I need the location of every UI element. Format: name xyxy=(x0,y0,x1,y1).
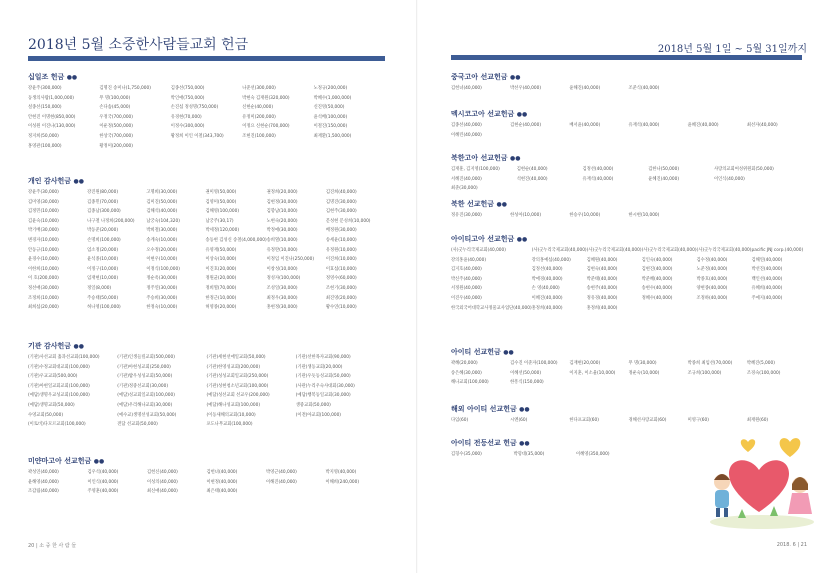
section-heading: 아이티 전등선교 헌금 ●● xyxy=(451,439,530,447)
page-title: 2018년 5월 소중한사람들교회 헌금 xyxy=(28,37,249,53)
donor-entry: 곽성연(40,000) xyxy=(28,470,59,475)
donor-entry: 홍정희(40,000) xyxy=(531,305,563,311)
donor-entry: 김해연(40,000) xyxy=(751,257,783,263)
donor-entry: (기관)아현일교회교회(100,000) xyxy=(28,383,90,389)
donor-entry: 양현종(40,000) xyxy=(696,286,728,292)
donor-entry: (사)굿누리국제교회(40,000) xyxy=(586,248,642,253)
donor-entry: 김수정(40,000) xyxy=(696,257,728,263)
donor-entry: 김정민(10,000) xyxy=(28,209,59,215)
donor-entry: (사)굿누리국제교회(40,000) xyxy=(451,248,506,253)
donor-entry: 우정국(700,000) xyxy=(99,114,133,120)
donor-entry: 노정규(200,000) xyxy=(313,86,348,91)
donor-entry: 이진우(40,000) xyxy=(451,295,482,301)
donor-entry: (기관)우듯동성교회(50,000) xyxy=(295,374,351,380)
section-heading: 미얀마고아 선교헌금 ●● xyxy=(28,457,105,465)
section-haiti-light xyxy=(451,438,701,460)
donor-entry: 정희열(70,000) xyxy=(205,285,237,291)
donor-entry: 조현기(30,000) xyxy=(325,285,357,291)
donor-entry: (기관)우교교회(500,000) xyxy=(28,374,78,380)
donor-entry: 김종남(300,000) xyxy=(87,209,121,215)
donor-entry: 정운숙(10,000) xyxy=(628,370,660,376)
donor-entry: 김인숙(40,000) xyxy=(641,257,673,263)
donor-entry: 유정원(10,000) xyxy=(325,247,357,253)
donor-entry: 조갑림(40,000) xyxy=(28,489,59,495)
donor-entry: 최진영(20,000) xyxy=(325,295,357,301)
section-heading: 아이티 선교헌금 ●● xyxy=(451,348,514,356)
offering-grid xyxy=(28,84,385,151)
donor-entry: 김정선(40,000) xyxy=(582,167,614,172)
page-footer: 20 | 소 중 한 사 람 들 xyxy=(28,543,77,549)
donor-entry: 김헌신(40,000) xyxy=(147,470,178,475)
donor-entry: 윤해진(40,000) xyxy=(569,86,601,91)
donor-entry: 정순옥(30,000) xyxy=(146,276,178,282)
donor-entry: 남궁주(30,17) xyxy=(205,218,234,224)
donor-entry: 노준정(40,000) xyxy=(696,267,728,273)
donor-entry: 사랑의교회여성위원회(50,000) xyxy=(713,167,774,172)
title-rule xyxy=(451,55,802,60)
donor-entry: 김재현(20,000) xyxy=(569,361,601,366)
donor-entry: 정혜수(40,000) xyxy=(641,295,673,301)
offering-grid xyxy=(451,359,806,388)
donor-entry: 정지희(50,000) xyxy=(28,133,59,139)
donor-entry: 유정란(10,000) xyxy=(266,247,298,253)
donor-entry: 최재환(1,500,000) xyxy=(313,133,352,139)
donor-entry: 김진희(40,000) xyxy=(325,190,357,195)
section-heading: 아이티고아 선교헌금 ●● xyxy=(451,235,528,243)
donor-entry: 김현숙(40,000) xyxy=(586,267,618,273)
donor-entry: 김영미(50,000) xyxy=(205,199,237,205)
donor-entry: 오수정(20,000) xyxy=(146,247,178,253)
donor-entry: 변경자(10,000) xyxy=(28,237,59,243)
donor-entry: pacific JNJ corp.(40,000) xyxy=(751,248,804,253)
left-page xyxy=(0,0,417,573)
offering-grid xyxy=(451,211,806,221)
donor-entry: 이상숙(10,000) xyxy=(205,257,237,263)
donor-entry: 박동준(20,000) xyxy=(87,228,118,234)
donor-entry: 노현숙(20,000) xyxy=(266,218,298,224)
donor-entry: 한상국(700,000) xyxy=(99,133,133,139)
donor-entry: 박기배(30,000) xyxy=(28,228,59,234)
donor-entry: 김우석(40,000) xyxy=(87,470,119,475)
donor-entry: 조현진(100,000) xyxy=(242,133,276,139)
donor-entry: 허나영(100,000) xyxy=(87,305,121,311)
section-tithe xyxy=(28,72,385,151)
donor-entry: 한다프교회(60) xyxy=(569,418,599,423)
donor-entry: (기관)인생들릴교회(500,000) xyxy=(117,355,175,360)
donor-entry: 박선진(40,000) xyxy=(751,267,783,273)
donor-entry: 이현정(40,000) xyxy=(206,479,238,485)
donor-entry: (기관)생동교회(20,000) xyxy=(295,364,343,370)
donor-entry: 나준선(300,000) xyxy=(242,86,276,91)
section-nk-orphan xyxy=(451,153,806,194)
donor-entry: 경해선사랑교회(60) xyxy=(628,418,667,423)
donor-entry: 송현수(40,000) xyxy=(641,286,673,292)
donor-entry: 박인애(750,000) xyxy=(170,95,205,101)
title-rule xyxy=(28,56,385,61)
donor-entry: 한성아(10,000) xyxy=(510,213,541,218)
donor-entry: 황정미(200,000) xyxy=(99,143,133,149)
donor-entry: 한흥식(150,000) xyxy=(510,380,544,386)
section-heading: 북한고아 선교헌금 ●● xyxy=(451,154,521,162)
donor-entry: (사)굿누리국제교회(40,000) xyxy=(641,248,697,253)
donor-entry: (기관)성현청소년교회(100,000) xyxy=(206,383,269,389)
donor-entry: 이해진(40,000) xyxy=(266,479,297,485)
donor-entry: 백인선(40,000) xyxy=(751,276,783,282)
offering-grid xyxy=(451,165,806,194)
donor-entry: 송계숙(10,000) xyxy=(146,237,178,243)
donor-entry: 김헌녀(40,000) xyxy=(451,86,482,91)
donor-entry: 윤경수(10,000) xyxy=(28,257,59,263)
donor-entry: 배서윤(40,000) xyxy=(569,123,601,128)
donor-entry: 이정임 이진나(250,000) xyxy=(266,257,315,263)
donor-entry: 김현진(40,000) xyxy=(641,267,673,273)
donor-entry: 송현주(40,000) xyxy=(586,286,618,292)
section-personal-thanks xyxy=(28,176,385,313)
offering-grid xyxy=(451,450,701,460)
donor-entry: 김해석(40,000) xyxy=(146,209,178,215)
donor-entry: (이전)아교회(100,000) xyxy=(295,412,341,418)
donor-entry: 정유경(40,000) xyxy=(586,295,618,301)
donor-entry: 김지호(40,000) xyxy=(451,267,482,273)
donor-entry: 주영훈(40,000) xyxy=(87,489,119,495)
donor-entry: (사)굿누리국제교회(40,000) xyxy=(696,248,752,253)
donor-entry: 임재현(10,000) xyxy=(87,276,118,282)
donor-entry: 김종민(70,000) xyxy=(87,199,118,205)
donor-entry: 정원균(20,000) xyxy=(205,276,237,282)
donor-entry: 유정미(200,000) xyxy=(242,114,276,120)
donor-entry: 김수진 이준자(100,000) xyxy=(510,361,558,366)
donor-entry: 이정요 신현순(700,000) xyxy=(242,124,290,130)
donor-entry: 손다솜(45,000) xyxy=(99,105,131,111)
donor-entry: 송세윤(10,000) xyxy=(325,237,357,243)
donor-entry: 조정희(10,000) xyxy=(28,295,59,301)
donor-entry: (예담)생명교회(50,000) xyxy=(28,402,75,408)
donor-entry: 주승태(50,000) xyxy=(87,295,118,301)
donor-entry: 고명희(30,000) xyxy=(146,190,178,195)
donor-entry: (예담)생명우교성교회(100,000) xyxy=(28,393,90,399)
donor-entry: 윤해영(40,000) xyxy=(28,479,59,485)
donor-entry: 한국외국어대학교사정물교사업단(40,000) xyxy=(451,305,532,311)
donor-entry: 김형수(35,000) xyxy=(451,452,482,457)
donor-entry: 홍정희(40,000) xyxy=(586,305,618,311)
donor-entry: 김한나(50,000) xyxy=(648,167,680,172)
donor-entry: 강진원(80,000) xyxy=(87,190,118,195)
donor-entry: 박희철(30,000) xyxy=(146,228,178,234)
donor-entry: 최준(30,000) xyxy=(451,186,478,192)
donor-entry: (기관)한영성교회(200,000) xyxy=(206,364,261,370)
donor-entry: 수영교회(50,000) xyxy=(28,412,63,418)
heart-illustration xyxy=(702,430,817,530)
donor-entry: 이진희(10,000) xyxy=(325,257,357,263)
section-heading: 해외 아이티 선교헌금 ●● xyxy=(451,405,530,413)
donor-entry: (기관)아현성교회(250,000) xyxy=(117,364,171,370)
offering-grid xyxy=(28,468,385,497)
donor-entry: 김재훈, 김지영(100,000) xyxy=(451,167,500,172)
donor-entry: 박종희 최임선(70,000) xyxy=(687,361,733,366)
donor-entry: 이지훈, 이소율(10,000) xyxy=(569,370,616,376)
donor-entry: (예담)성교회일교회(100,000) xyxy=(117,393,175,399)
donor-entry: 박선우(40,000) xyxy=(510,86,541,91)
donor-entry: 정유진(30,000) xyxy=(451,213,482,218)
donor-entry: 한정숙(10,000) xyxy=(146,305,178,311)
right-page xyxy=(418,0,835,573)
donor-entry: 손 영(40,000) xyxy=(531,286,560,292)
donor-entry: 권미영(50,000) xyxy=(205,190,237,195)
donor-entry: 유재석(40,000) xyxy=(628,123,660,128)
donor-entry: 유혜희(40,000) xyxy=(751,286,783,292)
offering-grid xyxy=(451,121,806,140)
donor-entry: 최희섭(20,000) xyxy=(28,305,59,311)
donor-entry: 허영종(20,000) xyxy=(205,305,237,311)
donor-entry: 서정원(40,000) xyxy=(451,286,482,292)
donor-entry: 권정희(20,000) xyxy=(266,190,298,195)
donor-entry: 최정우(30,000) xyxy=(266,295,298,301)
donor-entry: 박애경(40,000) xyxy=(531,276,563,282)
donor-entry: 이효섭(10,000) xyxy=(325,266,357,272)
donor-entry: 이진호(20,000) xyxy=(205,266,237,272)
donor-entry: (예담)행복동일교회(30,000) xyxy=(295,393,351,399)
donor-entry: 박혜진(5,000) xyxy=(746,361,775,366)
donor-entry: (예담)해나성교회(100,000) xyxy=(206,402,261,408)
donor-entry: 이성원 이진나(130,000) xyxy=(28,124,76,130)
donor-entry: (기관)사선교회 흙과선교회(100,000) xyxy=(28,355,100,360)
donor-entry: 강윤주(30,000) xyxy=(28,190,59,195)
section-heading: 북한 선교헌금 ●● xyxy=(451,200,507,208)
section-heading: 십일조 헌금 ●● xyxy=(28,73,78,81)
offering-grid xyxy=(451,84,806,94)
donor-entry: 강의홍윤(40,000) xyxy=(451,257,486,263)
section-mexico xyxy=(451,109,806,140)
donor-entry: 박정애(30,000) xyxy=(266,228,298,234)
donor-entry: 남궁숙(104,320) xyxy=(146,218,180,224)
offering-grid xyxy=(28,188,385,313)
donor-entry: 이한희(10,000) xyxy=(28,266,59,272)
donor-entry: 주승희(30,000) xyxy=(146,295,178,301)
donor-entry: (기관)밥우성성교회(50,000) xyxy=(117,374,173,380)
donor-entry: 주예지(40,000) xyxy=(751,295,783,301)
donor-entry: 김윤숙(10,000) xyxy=(28,218,59,224)
donor-entry: 홍영관(100,000) xyxy=(28,143,62,149)
donor-entry: 한승우(10,000) xyxy=(569,213,601,218)
donor-entry: 김정선(40,000) xyxy=(531,267,563,273)
donor-entry: 한정근(10,000) xyxy=(205,295,237,301)
donor-entry: 무 명(30,000) xyxy=(628,361,657,366)
donor-entry: 이현우(10,000) xyxy=(146,257,178,263)
donor-entry: 이성의(40,000) xyxy=(147,479,178,485)
donor-entry: 이혜선(50,000) xyxy=(510,370,541,376)
donor-entry: 조준식(40,000) xyxy=(628,86,660,91)
donor-entry: 박혜수(1,000,000) xyxy=(313,95,352,101)
donor-entry: 김헌녀(40,000) xyxy=(206,470,238,475)
donor-entry: (기관)세현선애일교회(50,000) xyxy=(206,355,266,360)
donor-entry: 한시현(10,000) xyxy=(628,213,660,218)
donor-entry: 나구철 나정희(200,000) xyxy=(87,218,135,224)
donor-entry: 동생의사람(1,000,000) xyxy=(28,95,74,101)
donor-entry: 조성일(30,000) xyxy=(266,285,298,291)
donor-entry: (기관)정중선교회(30,000) xyxy=(117,383,169,389)
donor-entry: 박신주(40,000) xyxy=(451,276,482,282)
section-haiti xyxy=(451,347,806,388)
donor-entry: 이철진(150,000) xyxy=(313,124,348,130)
offering-grid xyxy=(451,246,806,313)
donor-entry: 송은혜(30,000) xyxy=(451,370,482,376)
donor-entry: 김명진(30,000) xyxy=(325,199,357,205)
section-myanmar xyxy=(28,456,385,497)
donor-entry: 윤혜진(40,000) xyxy=(648,176,680,182)
donor-entry: 유경현(70,000) xyxy=(170,114,202,120)
section-heading: 기관 감사헌금 ●● xyxy=(28,342,84,350)
donor-entry: 이정수(300,000) xyxy=(170,124,205,130)
section-heading: 개인 감사헌금 ●● xyxy=(28,177,84,185)
donor-entry: 손진섭 정성명(750,000) xyxy=(170,105,219,111)
donor-entry: (예담)성선교회 선교우(200,000) xyxy=(206,393,270,399)
donor-entry: 황정희 이인 이철(343,700) xyxy=(170,133,224,139)
section-org-thanks xyxy=(28,341,385,430)
donor-entry: 조정하(40,000) xyxy=(696,295,728,301)
donor-entry: 이운정(500,000) xyxy=(99,124,133,130)
donor-entry: 김해영(100,000) xyxy=(205,209,240,215)
donor-entry: 강의홍예섭(40,000) xyxy=(531,257,571,263)
donor-entry: 신진영(50,000) xyxy=(313,105,345,111)
donor-entry: 엄소정(20,000) xyxy=(87,247,118,253)
donor-entry: 유재석(40,000) xyxy=(582,176,614,182)
donor-entry: 정선애(30,000) xyxy=(28,285,59,291)
donor-entry: 손명희(100,000) xyxy=(87,237,121,243)
donor-entry: 전담 선교회(50,000) xyxy=(117,422,158,428)
donor-entry: 정주연(30,000) xyxy=(146,285,178,291)
donor-entry: 박준태(40,000) xyxy=(586,276,618,282)
donor-entry: 김향남(10,000) xyxy=(266,209,298,215)
donor-entry: 다임(60) xyxy=(451,418,469,423)
donor-entry: 조규희(100,000) xyxy=(687,370,722,376)
section-overseas-haiti xyxy=(451,404,806,426)
donor-entry: 최재원(60) xyxy=(746,418,769,423)
donor-entry: 김종선(750,000) xyxy=(170,86,205,91)
donor-entry: 신현순(40,000) xyxy=(242,105,274,111)
donor-entry: 이혜진(40,000) xyxy=(531,295,563,301)
donor-entry: 이 호(200,000) xyxy=(28,276,59,282)
section-heading: 멕시코고아 선교헌금 ●● xyxy=(451,110,528,118)
donor-entry: 이창성(10,000) xyxy=(266,266,298,272)
donor-entry: 박지영(40,000) xyxy=(325,470,357,475)
donor-entry: 곽혜(20,000) xyxy=(451,361,478,366)
donor-entry: 강윤주(300,000) xyxy=(28,86,62,91)
donor-entry: 윤석종(10,000) xyxy=(87,257,118,263)
donor-entry: 박종호(40,000) xyxy=(696,276,728,282)
donor-entry: 김명진 송미나(1,750,000) xyxy=(99,86,151,91)
donor-entry: 이혜린(40,000) xyxy=(451,132,482,138)
donor-entry: 포도나무교회(100,000) xyxy=(206,422,253,428)
donor-entry: (이동새해의교회(10,000) xyxy=(206,412,256,418)
donor-entry: (기관)선한목자교회(90,000) xyxy=(295,355,351,360)
section-nk xyxy=(451,199,806,221)
donor-entry: 해나교회(100,000) xyxy=(451,380,489,386)
donor-entry: 설종선(150,000) xyxy=(28,105,62,111)
donor-entry: 배정원(30,000) xyxy=(325,228,357,234)
donor-entry: 시엔(60) xyxy=(510,418,528,423)
donor-entry: 무 명(100,000) xyxy=(99,95,131,101)
donor-entry: 김현주(30,000) xyxy=(325,209,357,215)
donor-entry: 김현정(30,000) xyxy=(266,199,298,205)
date-range: 2018년 5월 1일 ~ 5월 31일까지 xyxy=(657,44,807,55)
section-heading: 중국고아 선교헌금 ●● xyxy=(451,73,521,81)
donor-entry: (사)굿누리국제교회(40,000) xyxy=(531,248,587,253)
donor-entry: 최은태(40,000) xyxy=(206,489,238,495)
page-footer: 2018. 6 | 21 xyxy=(776,542,807,548)
donor-entry: 생중교회(50,000) xyxy=(295,402,331,408)
offering-grid xyxy=(451,416,806,426)
donor-entry: 김혜원(40,000) xyxy=(586,257,618,263)
donor-entry: 윤석배(100,000) xyxy=(313,114,348,120)
donor-entry: 이정구(10,000) xyxy=(87,266,118,272)
donor-entry: (예담)우리해나교회(30,000) xyxy=(117,402,173,408)
donor-entry: 김미영(30,000) xyxy=(28,199,59,205)
donor-entry: 미영구(60) xyxy=(687,418,709,423)
donor-entry: 이인식(40,000) xyxy=(87,479,119,485)
donor-entry: 최선자(40,000) xyxy=(746,123,778,128)
donor-entry: 윤혜진(40,000) xyxy=(687,123,719,128)
section-china xyxy=(451,72,806,94)
donor-entry: 안동규(10,000) xyxy=(28,247,59,253)
donor-entry: 안현진 이명현(850,000) xyxy=(28,114,76,120)
donor-entry: 박형대(35,000) xyxy=(513,452,545,457)
donor-entry: 이인식(40,000) xyxy=(713,176,745,182)
donor-entry: 김미진(50,000) xyxy=(146,199,178,205)
donor-entry: 김현순(40,000) xyxy=(510,123,541,128)
donor-entry: (예수교)생명선성교회(50,000) xyxy=(117,412,177,418)
donor-entry: 황수연(10,000) xyxy=(325,305,357,311)
donor-entry: 유영재(50,000) xyxy=(205,247,237,253)
donor-entry: (이토비)다모르교회(100,000) xyxy=(28,422,86,428)
donor-entry: 석현진(40,000) xyxy=(516,176,548,182)
donor-entry: 이정식(100,000) xyxy=(146,266,180,272)
section-haiti-orphan xyxy=(451,234,806,313)
donor-entry: 정성자(100,000) xyxy=(266,276,301,282)
donor-entry: 이혜영(350,000) xyxy=(576,452,610,457)
donor-entry: (기관)성성교회일교회(250,000) xyxy=(206,374,269,380)
donor-entry: 이해희(240,000) xyxy=(325,479,360,485)
donor-entry: 정영수(60,000) xyxy=(325,276,357,282)
donor-entry: 송희열(10,000) xyxy=(266,237,298,243)
donor-entry: 최신애(40,000) xyxy=(147,489,178,495)
donor-entry: 서혜진(40,000) xyxy=(451,176,482,182)
donor-entry: 정일(8,000) xyxy=(87,285,112,291)
donor-entry: 김종선(40,000) xyxy=(451,123,482,128)
donor-entry: 박준혜(40,000) xyxy=(641,276,673,282)
donor-entry: (사관)누리우숙사대회(30,000) xyxy=(295,383,355,389)
donor-entry: 조경숙(100,000) xyxy=(746,370,781,376)
donor-entry: 송동현 김성신 송철(4,000,000) xyxy=(205,237,267,243)
donor-entry: 문성현 문성희(10,000) xyxy=(325,218,371,224)
donor-entry: 김현순(40,000) xyxy=(516,167,548,172)
donor-entry: 박현숙 김재원(320,000) xyxy=(242,95,290,101)
offering-grid xyxy=(28,353,385,430)
donor-entry: 홍현정(30,000) xyxy=(266,305,298,311)
donor-entry: 박세정(120,000) xyxy=(205,228,240,234)
donor-entry: 박영근(40,000) xyxy=(266,470,297,475)
donor-entry: (기관)수정교회대교회(100,000) xyxy=(28,364,90,370)
